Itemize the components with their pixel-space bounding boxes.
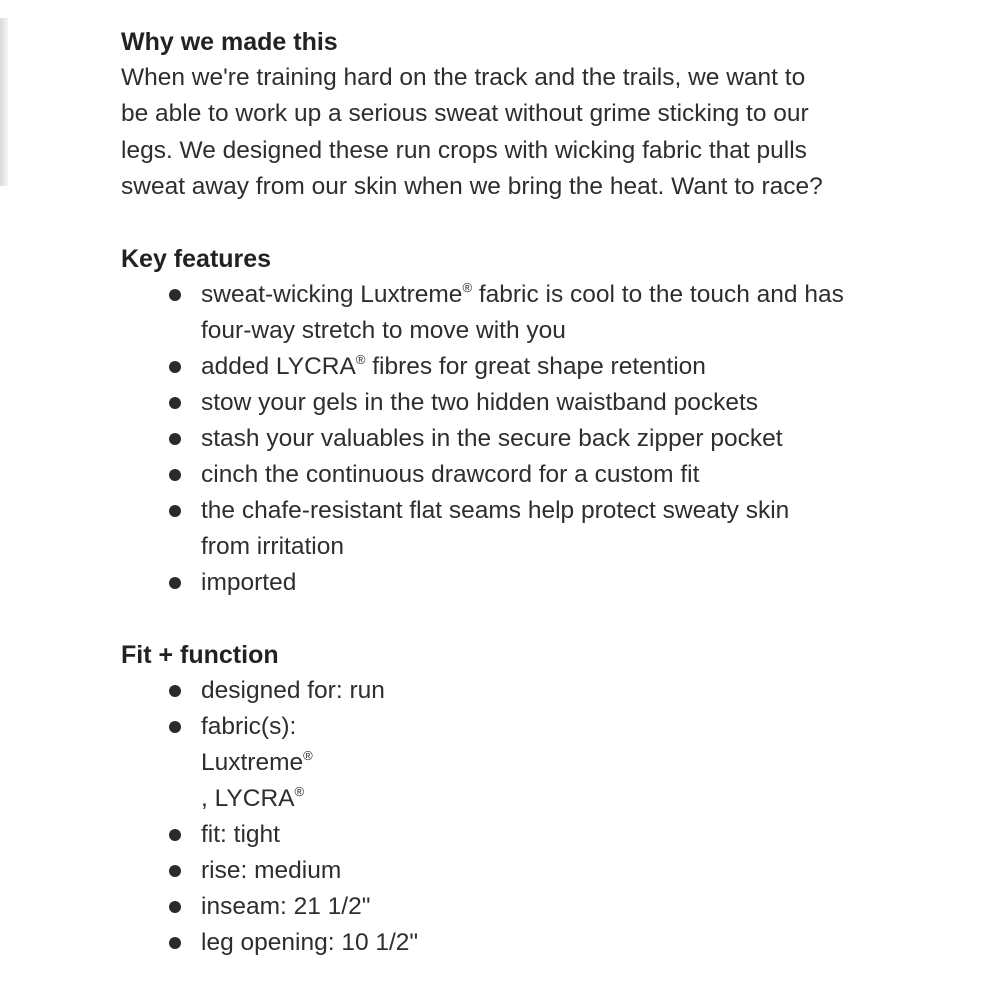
why-line: sweat away from our skin when we bring the heat. Want to race?: [121, 172, 823, 200]
key-features-list: [121, 277, 921, 601]
bullet-icon: [169, 685, 181, 697]
list-item-text: sweat-wicking Luxtreme® fabric is cool to the touch and has: [201, 280, 844, 309]
list-item: [121, 709, 921, 817]
key-features-heading: Key features: [121, 245, 272, 274]
product-details: [121, 24, 921, 961]
section-spacer: [121, 601, 921, 637]
list-item-text: , LYCRA®: [201, 784, 305, 813]
list-item-text: fabric(s):: [201, 713, 297, 741]
list-item-text: from irritation: [201, 533, 344, 561]
list-item-text: designed for: run: [201, 677, 385, 705]
list-item-text: cinch the continuous drawcord for a custom fit: [201, 461, 700, 489]
list-item: [121, 673, 921, 709]
list-item-text: the chafe-resistant flat seams help protect sweaty skin: [201, 497, 790, 525]
list-item-text: stow your gels in the two hidden waistband pockets: [201, 389, 759, 417]
fit-function-section: [121, 637, 921, 961]
bullet-icon: [169, 937, 181, 949]
fit-function-heading: Fit + function: [121, 641, 279, 670]
bullet-icon: [169, 433, 181, 445]
list-item: [121, 385, 921, 421]
list-item: [121, 277, 921, 349]
bullet-icon: [169, 829, 181, 841]
why-paragraph: [121, 60, 921, 205]
list-item: [121, 349, 921, 385]
bullet-icon: [169, 577, 181, 589]
bullet-icon: [169, 469, 181, 481]
list-item-text: added LYCRA® fibres for great shape retention: [201, 352, 706, 381]
list-item: [121, 889, 921, 925]
bullet-icon: [169, 397, 181, 409]
why-line: legs. We designed these run crops with wicking fabric that pulls: [121, 136, 807, 164]
list-item-text: fit: tight: [201, 821, 280, 849]
bullet-icon: [169, 721, 181, 733]
left-edge-shadow: [0, 18, 8, 186]
why-we-made-this-section: [121, 24, 921, 205]
bullet-icon: [169, 865, 181, 877]
list-item: [121, 925, 921, 961]
section-spacer: [121, 205, 921, 241]
list-item: [121, 421, 921, 457]
list-item: [121, 565, 921, 601]
list-item: [121, 493, 921, 565]
list-item-text: imported: [201, 569, 297, 597]
fit-function-list: [121, 673, 921, 961]
list-item: [121, 817, 921, 853]
bullet-icon: [169, 289, 181, 301]
key-features-section: [121, 241, 921, 601]
bullet-icon: [169, 505, 181, 517]
list-item-text: four-way stretch to move with you: [201, 317, 566, 345]
list-item-text: Luxtreme®: [201, 748, 313, 777]
list-item-text: stash your valuables in the secure back zipper pocket: [201, 425, 783, 453]
why-line: When we're training hard on the track and the trails, we want to: [121, 64, 806, 91]
list-item-text: rise: medium: [201, 857, 342, 885]
list-item-text: inseam: 21 1/2": [201, 893, 371, 921]
bullet-icon: [169, 901, 181, 913]
list-item: [121, 853, 921, 889]
list-item: [121, 457, 921, 493]
why-line: be able to work up a serious sweat without grime sticking to our: [121, 100, 809, 128]
bullet-icon: [169, 361, 181, 373]
why-heading: Why we made this: [121, 28, 338, 56]
list-item-text: leg opening: 10 1/2": [201, 929, 419, 957]
